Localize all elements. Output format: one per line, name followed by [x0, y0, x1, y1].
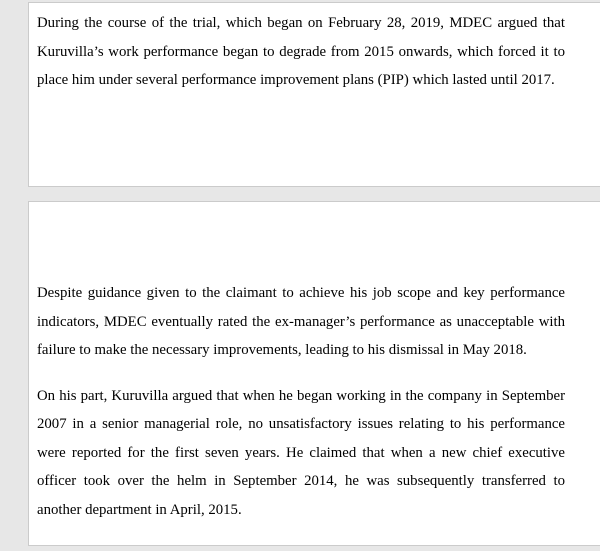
document-page-1[interactable] — [28, 2, 600, 187]
paragraph-dismissal[interactable]: Despite guidance given to the claimant to achieve his job scope and key performance indicators, MDEC eventually rated the ex-manager’s performance as unacceptable with failure to make the necessary improvements, leading to his dismissal in May 2018. — [37, 285, 565, 358]
paragraph-trial-argument[interactable]: During the course of the trial, which began on February 28, 2019, MDEC argued that Kuruvilla’s work performance began to degrade from 2015 onwards, which forced it to place him under several performance improvement plans (PIP) which lasted until 2017. — [37, 15, 565, 88]
page-bottom-gap — [0, 546, 600, 551]
page-break-gap — [0, 187, 600, 201]
paragraph-kuruvilla-response[interactable]: On his part, Kuruvilla argued that when he began working in the company in September 2007 in a senior managerial role, no unsatisfactory issues relating to his performance were reported for the first seven years. He claimed that when a new chief executive officer took over the helm in September 2014, he was subsequently transferred to another department in April, 2015. — [37, 387, 565, 518]
page-1-text-block — [29, 3, 600, 95]
document-page-2[interactable] — [28, 201, 600, 546]
page-2-text-block — [29, 202, 600, 524]
